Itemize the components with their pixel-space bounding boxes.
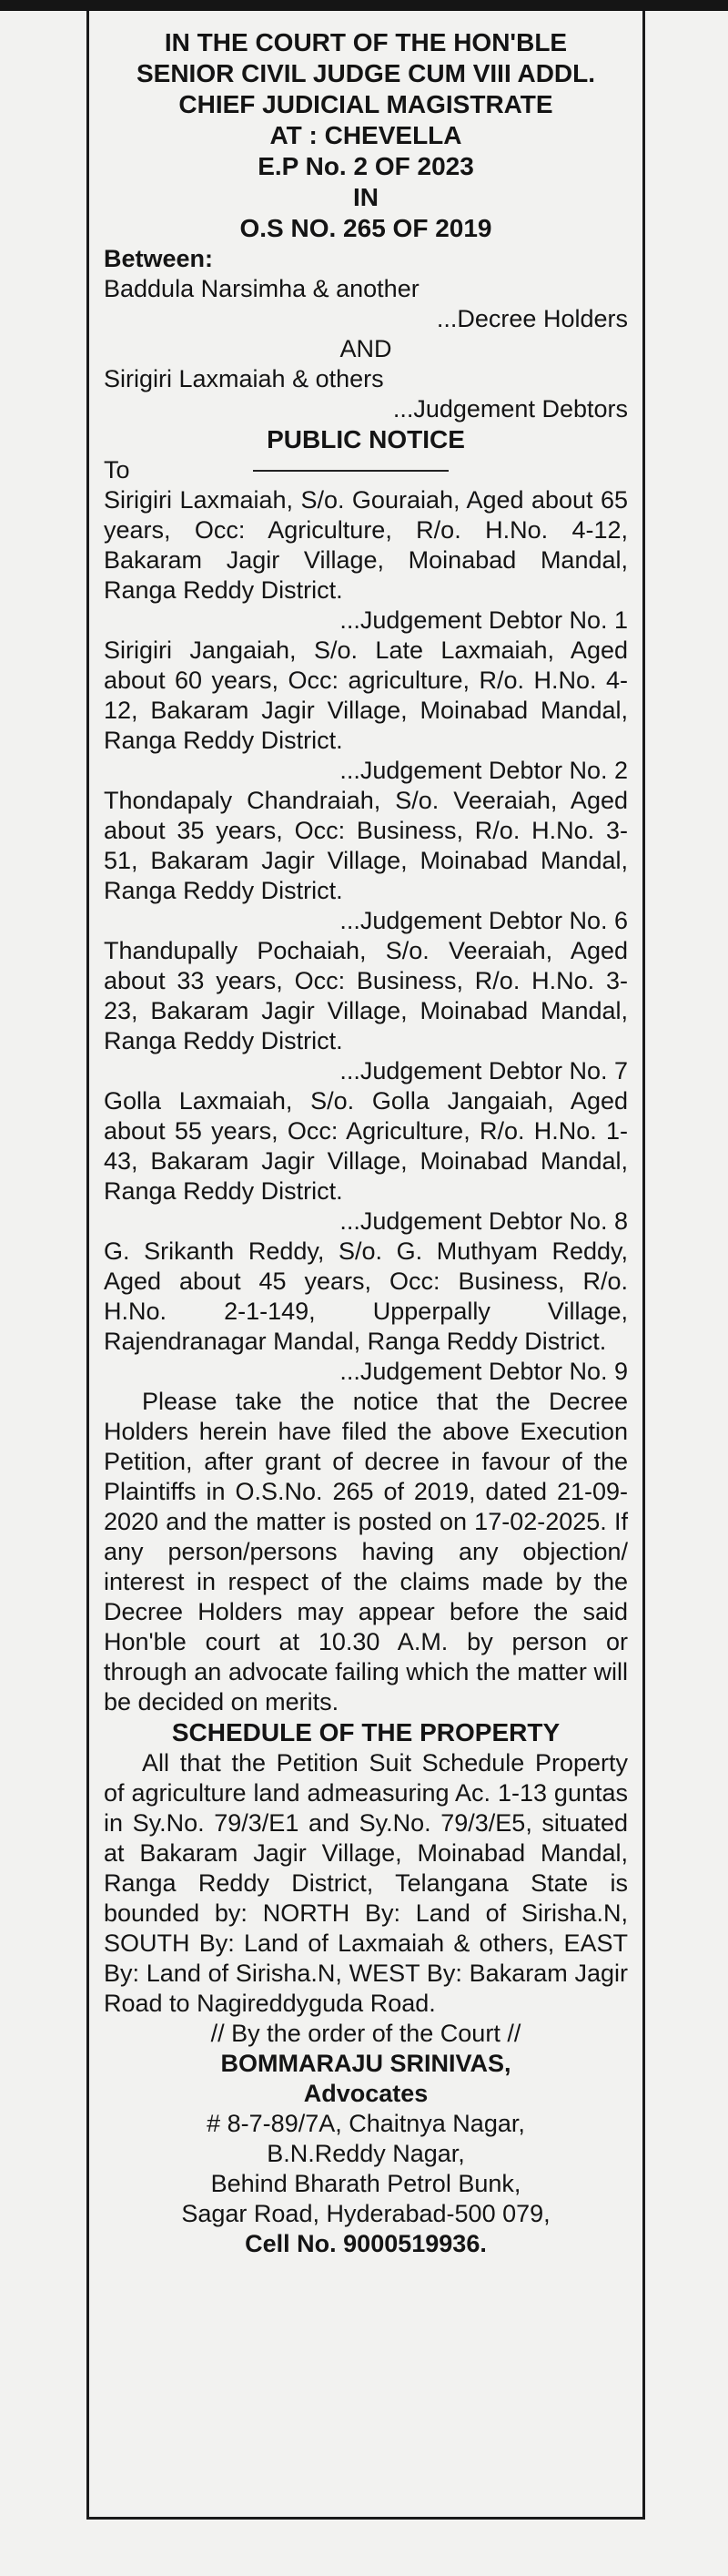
and-label: AND: [339, 335, 392, 362]
debtor-label: ...Judgement Debtor No. 6: [339, 907, 628, 934]
signature-block: [104, 2019, 628, 2259]
debtor-entry: [104, 485, 628, 636]
parties-section: [104, 244, 628, 424]
schedule-title: SCHEDULE OF THE PROPERTY: [171, 1718, 561, 1746]
public-notice-box: [86, 11, 645, 2520]
debtor-label: ...Judgement Debtor No. 9: [339, 1358, 628, 1385]
in-label: IN: [353, 183, 379, 211]
court-order-line: // By the order of the Court //: [210, 2020, 521, 2047]
advocate-name: BOMMARAJU SRINIVAS,: [220, 2050, 511, 2077]
court-name-line-1: IN THE COURT OF THE HON'BLE: [164, 28, 568, 56]
debtor-details: Golla Laxmaiah, S/o. Golla Jangaiah, Aged about 55 years, Occ: Agriculture, R/o. H.No. 1-43, Bakaram Jagir Village, Moinabad Mandal, Ranga Reddy District.: [104, 1087, 628, 1205]
address-line-1: # 8-7-89/7A, Chaitnya Nagar,: [207, 2110, 525, 2137]
schedule-body: All that the Petition Suit Schedule Property of agriculture land admeasuring Ac. 1-13 guntas in Sy.No. 79/3/E1 and Sy.No. 79/3/E5, situated at Bakaram Jagir Village, Moinabad Mandal, Ranga Reddy District, Telangana State is bounded by: NORTH By: Land of Sirisha.N, SOUTH By: Land of Laxmaiah & others, EAST By: Land of Sirisha.N, WEST By: Bakaram Jagir Road to Nagireddyguda Road.: [104, 1749, 628, 2017]
debtor-details: G. Srikanth Reddy, S/o. G. Muthyam Reddy, Aged about 45 years, Occ: Business, R/o. H.No. 2-1-149, Upperpally Village, Rajendranagar Mandal, Ranga Reddy District.: [104, 1237, 628, 1355]
debtor-details: Thandupally Pochaiah, S/o. Veeraiah, Aged about 33 years, Occ: Business, R/o. H.No. 3-23, Bakaram Jagir Village, Moinabad Mandal, Ranga Reddy District.: [104, 937, 628, 1054]
between-label: Between:: [104, 245, 214, 272]
court-header: [104, 27, 628, 244]
notice-body: Please take the notice that the Decree Holders herein have filed the above Execution Petition, after grant of decree in favour of the Plaintiffs in O.S.No. 265 of 2019, dated 21-09-2020 and the matter is posted on 17-02-2025. If any person/persons having any objection/ interest in respect of the claims made by the Decree Holders may appear before the said Hon'ble court at 10.30 A.M. by person or through an advocate failing which the matter will be decided on merits.: [104, 1388, 628, 1716]
judgement-debtors-label: ...Judgement Debtors: [392, 395, 628, 423]
to-row: [104, 455, 628, 485]
court-name-line-2: SENIOR CIVIL JUDGE CUM VIII ADDL.: [136, 59, 596, 87]
debtor-entry: [104, 1086, 628, 1237]
court-name-line-3: CHIEF JUDICIAL MAGISTRATE: [178, 90, 553, 118]
to-rule: [253, 470, 449, 472]
debtor-details: Sirigiri Jangaiah, S/o. Late Laxmaiah, Aged about 60 years, Occ: agriculture, R/o. H.No. 4-12, Bakaram Jagir Village, Moinabad Mandal, Ranga Reddy District.: [104, 636, 628, 754]
debtor-label: ...Judgement Debtor No. 2: [339, 757, 628, 784]
debtor-list: [104, 485, 628, 1387]
debtor-label: ...Judgement Debtor No. 7: [339, 1057, 628, 1084]
debtor-entry: [104, 1237, 628, 1387]
cell-number: Cell No. 9000519936.: [245, 2230, 487, 2257]
debtor-details: Sirigiri Laxmaiah, S/o. Gouraiah, Aged about 65 years, Occ: Agriculture, R/o. H.No. 4-12, Bakaram Jagir Village, Moinabad Mandal, Ranga Reddy District.: [104, 486, 628, 604]
court-location: AT : CHEVELLA: [269, 121, 462, 149]
debtor-entry: [104, 786, 628, 936]
address-line-4: Sagar Road, Hyderabad-500 079,: [181, 2200, 551, 2227]
decree-holders-label: ...Decree Holders: [436, 305, 628, 332]
debtor-entry: [104, 936, 628, 1086]
ep-number: E.P No. 2 OF 2023: [258, 152, 474, 180]
address-line-3: Behind Bharath Petrol Bunk,: [210, 2170, 521, 2197]
os-number: O.S NO. 265 OF 2019: [239, 214, 492, 242]
debtor-entry: [104, 636, 628, 786]
decree-holders-names: Baddula Narsimha & another: [104, 275, 420, 302]
to-label: To: [104, 456, 130, 484]
debtor-label: ...Judgement Debtor No. 1: [339, 606, 628, 634]
advocate-role: Advocates: [303, 2080, 429, 2107]
top-border-band: [0, 0, 728, 11]
judgement-debtors-names: Sirigiri Laxmaiah & others: [104, 365, 384, 392]
address-line-2: B.N.Reddy Nagar,: [267, 2140, 465, 2167]
notice-title: PUBLIC NOTICE: [267, 425, 465, 453]
debtor-details: Thondapaly Chandraiah, S/o. Veeraiah, Aged about 35 years, Occ: Business, R/o. H.No. 3-51, Bakaram Jagir Village, Moinabad Mandal, Ranga Reddy District.: [104, 787, 628, 904]
debtor-label: ...Judgement Debtor No. 8: [339, 1207, 628, 1235]
